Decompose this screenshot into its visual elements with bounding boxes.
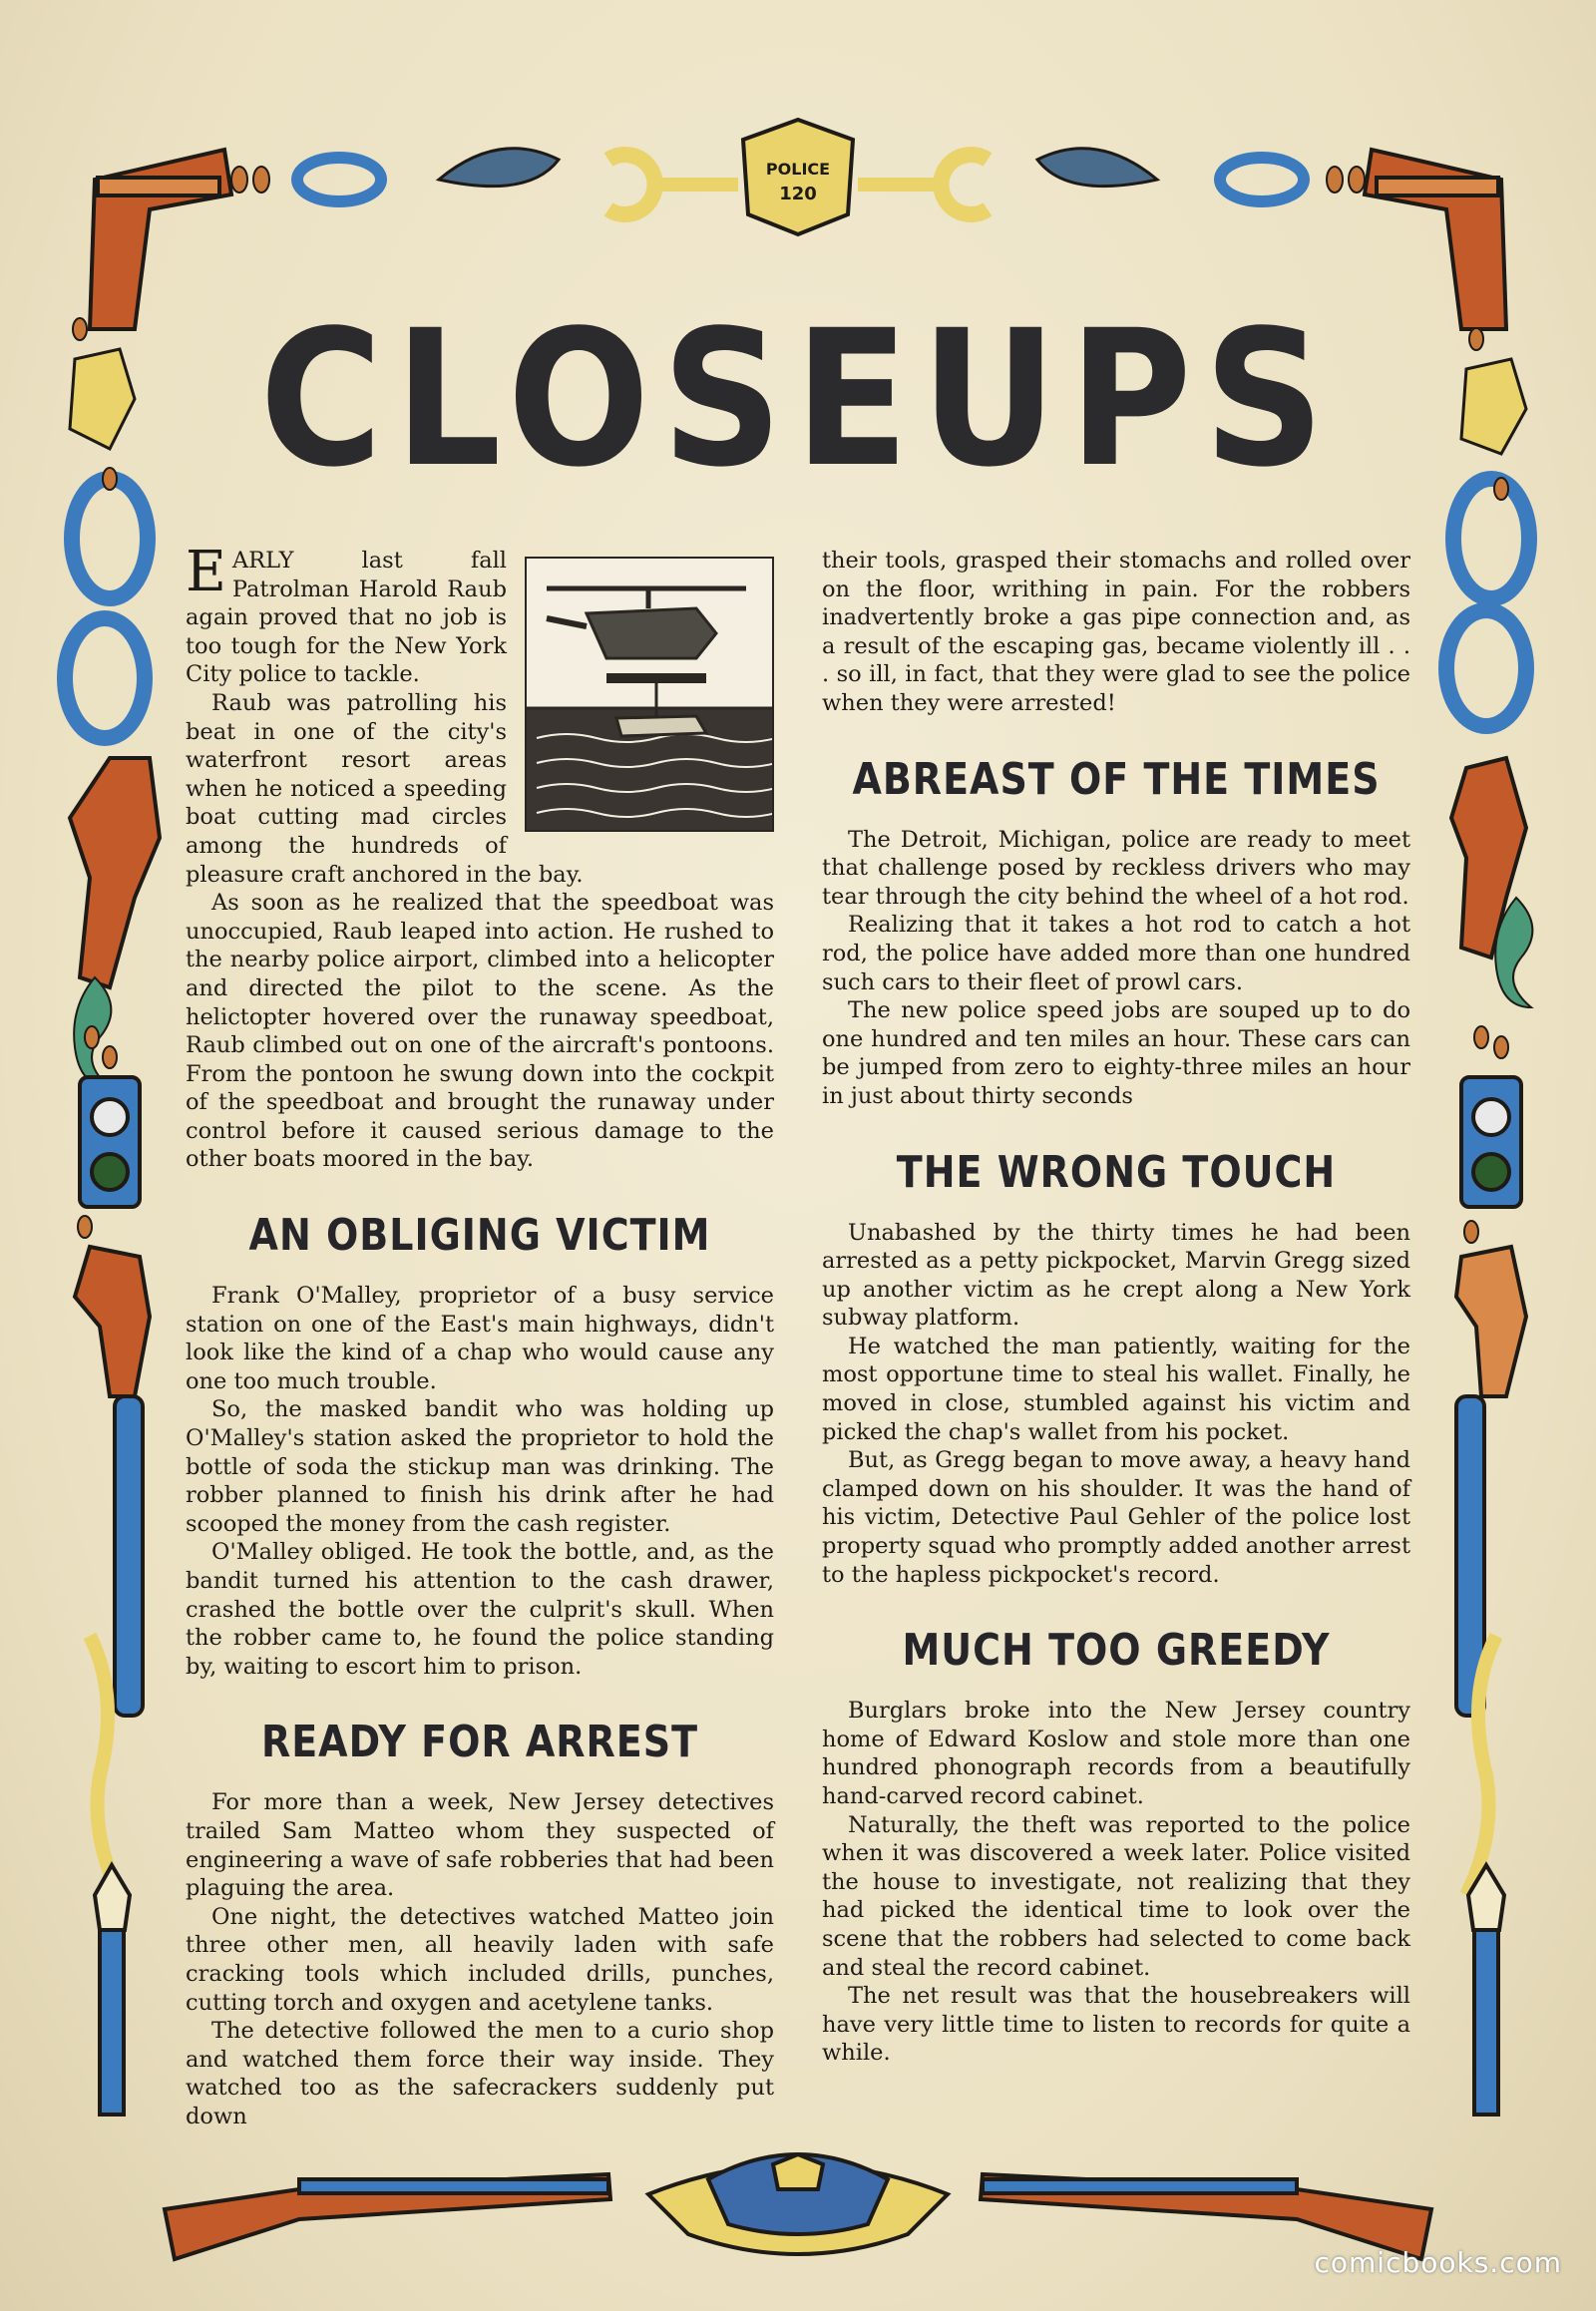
headline-ready-for-arrest: READY FOR ARREST (260, 1717, 699, 1767)
ready-paragraph-4: their tools, grasped their stomachs and rolled over on the floor, writhing in pain. For the robbers inadvertently broke a gas pipe connection and, as a result of the escaping gas, became violently ill . . . so ill, in fact, that they were glad to see the police when they were arrested! (822, 548, 1410, 716)
nightstick-icon-right (1456, 1396, 1496, 1895)
wrong-paragraph-2: He watched the man patiently, waiting for the most opportune time to steal his wallet. Finally, he moved in close, stumbled against his victim and picked the chap's wallet from his pocket. (822, 1333, 1410, 1445)
svg-text:POLICE: POLICE (765, 160, 831, 179)
ready-paragraph-3: The detective followed the men to a curio shop and watched them force their way inside. They watched too as the safecrackers suddenly put down (186, 2018, 774, 2129)
left-column (186, 540, 774, 2129)
helicopter-illustration (525, 557, 774, 832)
lamp-post-icon-right (1468, 1865, 1504, 2115)
intro-paragraph-1: EARLY last fall Patrolman Harold Raub again proved that no job is too tough for the New York City police to tackle. (186, 540, 507, 688)
handcuffs-icon-right (1446, 479, 1529, 726)
badge-icon-right (1461, 359, 1526, 454)
abreast-paragraph-2: Realizing that it takes a hot rod to catch a hot rod, the police have added more than one hundred such cars to their fleet of prowl cars. (822, 912, 1410, 995)
ready-paragraph-1: For more than a week, New Jersey detectives trailed Sam Matteo whom they suspected of engineering a wave of safe robberies that had been plaguing the area. (186, 1789, 774, 1902)
headline-abreast-of-the-times: ABREAST OF THE TIMES (852, 753, 1381, 804)
obliging-paragraph-2: So, the masked bandit who was holding up O'Malley's station asked the proprietor to hold the bottle of soda the stickup man was drinking. The robber planned to finish his drink after he had scooped the money from the cash register. (186, 1396, 774, 1537)
intro-paragraph-2: Raub was patrolling his beat in one of the city's waterfront resort areas when he noticed a speeding boat cutting mad circles among the hundreds of pleasure craft anchored in the bay. (186, 689, 584, 888)
police-cap-icon (648, 2154, 948, 2254)
wrong-paragraph-3: But, as Gregg began to move away, a heavy hand clamped down on his shoulder. It was the hand of his victim, Detective Paul Gehler of the police lost property squad who promptly added another arrest to the hapless pickpocket's record. (822, 1447, 1410, 1588)
greedy-paragraph-3: The net result was that the housebreakers will have very little time to listen to records for quite a while. (822, 1983, 1410, 2067)
rifle-icon-bottom-left (165, 2174, 610, 2259)
nightstick-icon-left (90, 1396, 143, 1895)
handcuffs-icon-left (65, 479, 148, 738)
badge-icon-left (70, 349, 135, 449)
revolver-icon-left-lower (75, 1247, 150, 1396)
lamp-post-icon-left (95, 1865, 130, 2115)
obliging-paragraph-1: Frank O'Malley, proprietor of a busy service station on one of the East's main highways, didn't look like the kind of a chap who would cause any one too much trouble. (186, 1283, 774, 1394)
right-column (822, 547, 1410, 2083)
revolver-icon-left-upper (70, 758, 160, 987)
headline-the-wrong-touch: THE WRONG TOUCH (896, 1146, 1337, 1197)
revolver-icon-right-lower (1456, 1247, 1526, 1396)
headline-much-too-greedy: MUCH TOO GREEDY (902, 1624, 1331, 1676)
greedy-paragraph-2: Naturally, the theft was reported to the police when it was discovered a week later. Police visited the house to investigate, not realizing that they had picked the identical time to look over the scene that the robbers had selected to come back and steal the record cabinet. (822, 1811, 1410, 1981)
abreast-paragraph-1: The Detroit, Michigan, police are ready to meet that challenge posed by reckless drivers who may tear through the city behind the wheel of a hot rod. (822, 826, 1410, 910)
traffic-light-icon-right (1461, 1077, 1521, 1207)
svg-text:120: 120 (779, 184, 817, 204)
greedy-paragraph-1: Burglars broke into the New Jersey country home of Edward Koslow and stole more than one hundred phonograph records from a beautifully hand-carved record cabinet. (822, 1698, 1410, 1809)
drop-cap: E (186, 540, 226, 604)
page-title: CLOSEUPS (259, 289, 1337, 509)
ready-paragraph-2: One night, the detectives watched Matteo join three other men, all heavily laden with safe cracking tools which included drills, punches, cutting torch and oxygen and acetylene tanks. (186, 1903, 774, 2016)
wrong-paragraph-1: Unabashed by the thirty times he had been arrested as a petty pickpocket, Marvin Gregg sized up another victim as he crept along a New York subway platform. (822, 1219, 1410, 1332)
intro-paragraph-3: As soon as he realized that the speedboat was unoccupied, Raub leaped into action. He rushed to the nearby police airport, climbed into a helicopter and directed the pilot to the scene. As the helictopter hovered over the runaway speedboat, Raub climbed out on one of the aircraft's pontoons. From the pontoon he swung down into the cockpit of the speedboat and brought the runaway under control before it caused serious damage to the other boats moored in the bay. (186, 890, 774, 1173)
abreast-paragraph-3: The new police speed jobs are souped up to do one hundred and ten miles an hour. These cars can be jumped from zero to eighty-three miles an hour in just about thirty seconds (822, 997, 1410, 1109)
traffic-light-icon-left (80, 1077, 140, 1207)
obliging-paragraph-3: O'Malley obliged. He took the bottle, and, as the bandit turned his attention to the cash drawer, crashed the bottle over the culprit's skull. When the robber came to, he found the police standing by, waiting to escort him to prison. (186, 1539, 774, 1680)
watermark: comicbooks.com (1314, 2246, 1562, 2279)
headline-obliging-victim: AN OBLIGING VICTIM (248, 1209, 711, 1261)
police-badge-icon (743, 120, 853, 234)
